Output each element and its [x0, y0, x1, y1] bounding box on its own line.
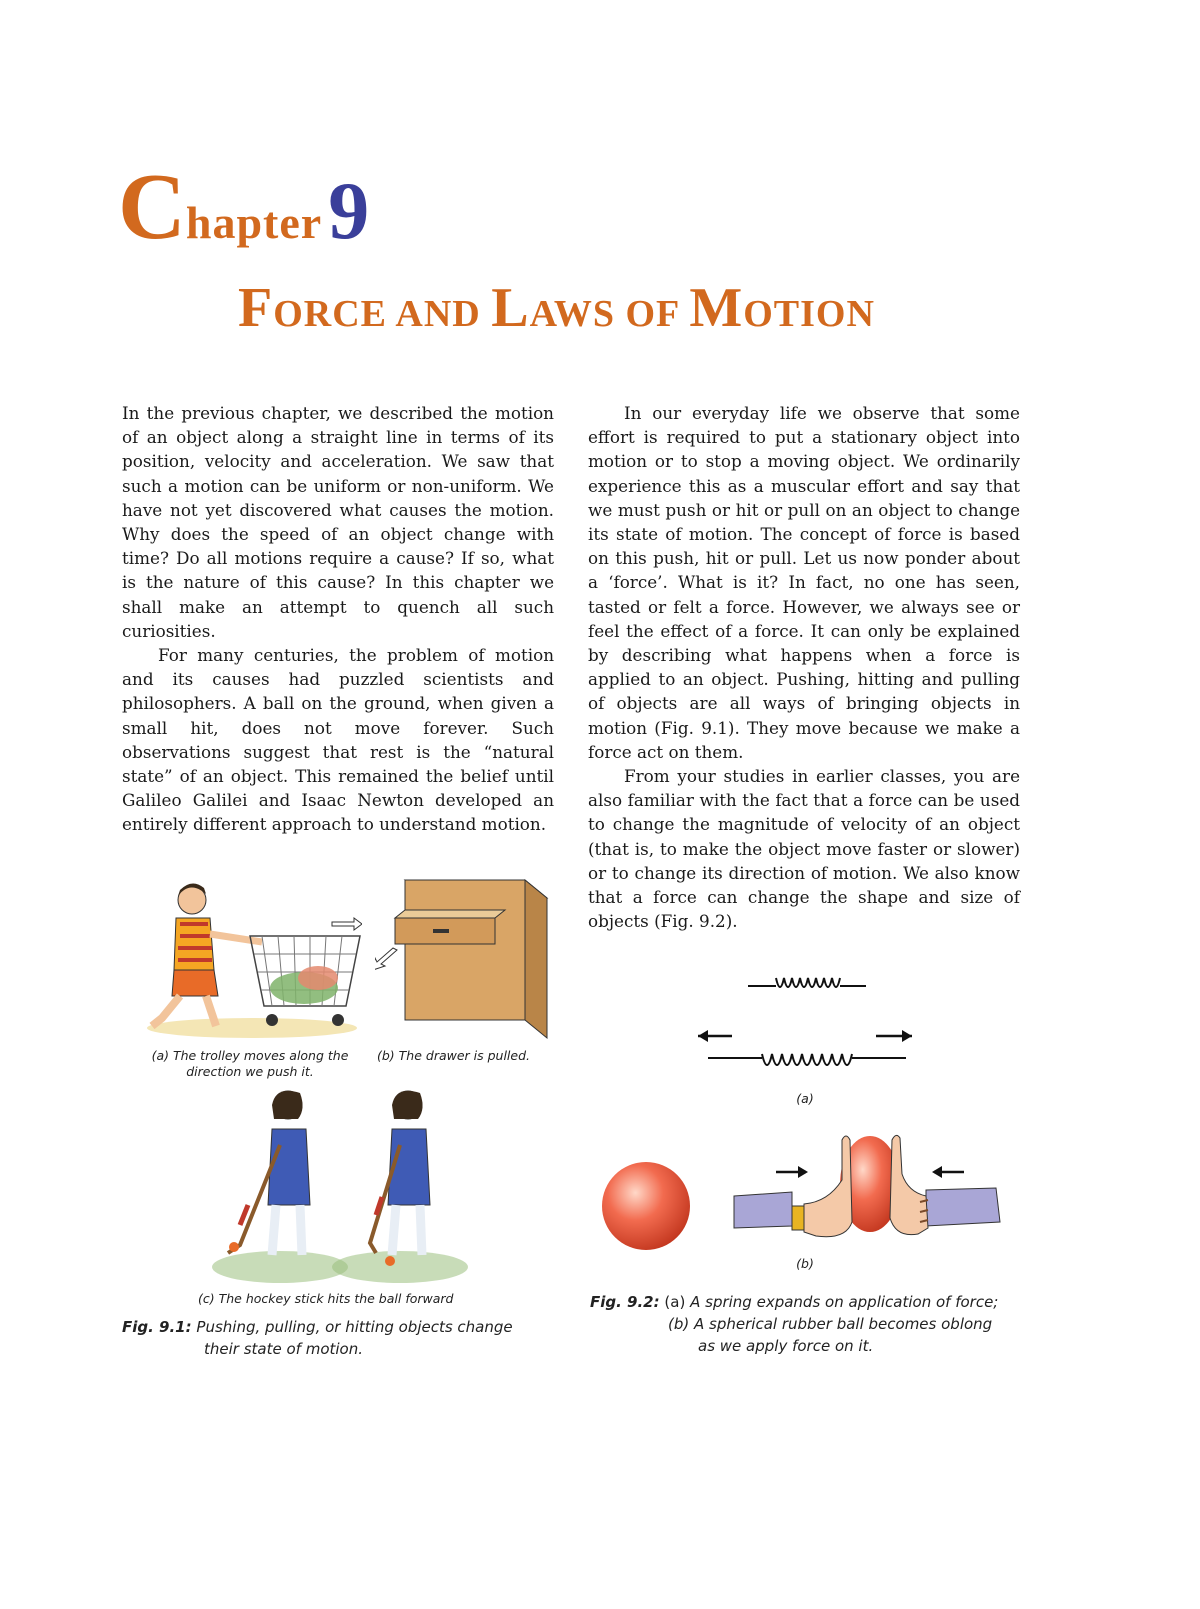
title-rest: ORCE AND [273, 293, 492, 335]
fig-9-1c-caption: (c) The hockey stick hits the ball forward [198, 1291, 454, 1306]
caption-line [590, 1291, 1035, 1313]
chapter-number: 9 [328, 165, 370, 256]
chapter-word-initial: C [118, 155, 186, 259]
title-rest: OTION [743, 293, 875, 335]
title-initial: F [238, 277, 274, 339]
fig-9-1-caption [122, 1316, 562, 1360]
caption-line [590, 1313, 1035, 1335]
caption-line: as we apply force on it. [698, 1337, 874, 1355]
drawer-illustration [375, 870, 560, 1045]
fig-9-2-caption [590, 1291, 1035, 1357]
fig-9-2a-caption: (a) [796, 1091, 814, 1106]
figure-label: Fig. 9.2: [590, 1293, 660, 1311]
caption-text: A spherical rubber ball becomes oblong [694, 1315, 993, 1333]
paragraph: In the previous chapter, we described the motion of an object along a straight line in terms of its position, velocity and acceleration. We saw that such a motion can be uniform or non-uniform. We have not yet discovered what causes the motion. Why does the speed of an object change with time? Do all motions require a cause? If so, what is the nature of this cause? In this chapter we shall make an attempt to quench all such curiosities. [122, 403, 554, 641]
right-column [588, 401, 1020, 933]
item-marker: (a) [664, 1293, 686, 1311]
paragraph: For many centuries, the problem of motion and its causes had puzzled scientists and philosophers. A ball on the ground, when given a small hit, does not move forever. Such observations suggest that rest is the “natural state” of an object. This remained the belief until Galileo Galilei and Isaac Newton developed an entirely different approach to understand motion. [122, 645, 554, 835]
item-marker: (b) [668, 1315, 690, 1333]
chapter-title [238, 277, 875, 339]
spring-illustration [680, 966, 930, 1091]
chapter-word-rest: hapter [185, 197, 323, 248]
paragraph: In our everyday life we observe that some effort is required to put a stationary object into motion or to stop a moving object. We ordinarily experience this as a muscular effort and say that we must push or hit or pull on an object to change its state of motion. The concept of force is based on this push, hit or pull. Let us now ponder about a ‘force’. What is it? In fact, no one has seen, tasted or felt a force. However, we always see or feel the effect of a force. It can only be explained by describing what happens when a force is applied to an object. Pushing, hitting and pulling of objects are all ways of bringing objects in motion (Fig. 9.1). They move because we make a force act on them. [588, 403, 1020, 762]
fig-9-1a-caption [135, 1048, 365, 1080]
chapter-heading [118, 155, 370, 259]
caption-line [122, 1316, 562, 1338]
hockey-illustration [210, 1085, 470, 1290]
figure-label: Fig. 9.1: [122, 1318, 192, 1336]
title-initial: M [689, 277, 744, 339]
paragraph: From your studies in earlier classes, you are also familiar with the fact that a force can be used to change the magnitude of velocity of an object (that is, to make the object move faster or slower) or to change its direction of motion. We also know that a force can change the shape and size of objects (Fig. 9.2). [588, 766, 1020, 932]
title-rest: AWS OF [529, 293, 690, 335]
left-column [122, 401, 554, 837]
fig-9-1b-caption: (b) The drawer is pulled. [377, 1048, 531, 1063]
caption-text: Pushing, pulling, or hitting objects change [196, 1318, 513, 1336]
caption-text: A spring expands on application of force; [690, 1293, 999, 1311]
title-initial: L [491, 277, 530, 339]
fig-9-2b-caption: (b) [796, 1256, 814, 1271]
trolley-illustration [132, 878, 362, 1040]
caption-line: (a) The trolley moves along the [151, 1048, 349, 1063]
caption-line: their state of motion. [204, 1340, 364, 1358]
ball-illustration [596, 1122, 1026, 1250]
caption-line: direction we push it. [186, 1064, 314, 1079]
